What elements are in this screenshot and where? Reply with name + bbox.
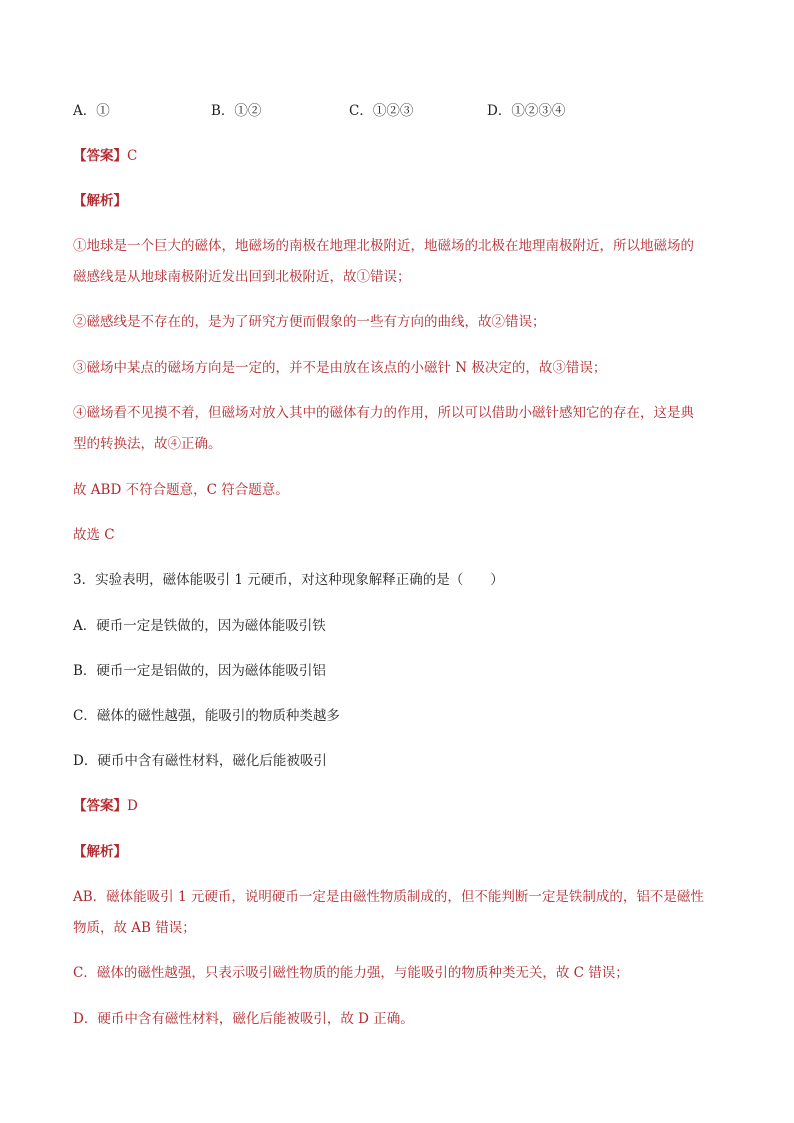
q3-analysis-line: 物质，故 AB 错误； <box>73 920 196 936</box>
q2-analysis-line: ④磁场看不见摸不着，但磁场对放入其中的磁体有力的作用，所以可以借助小磁针感知它的存在，这是典 <box>73 405 694 421</box>
q2-option-b: B．①② <box>211 103 262 119</box>
q3-option-c: C．磁体的磁性越强，能吸引的物质种类越多 <box>73 708 340 724</box>
q3-analysis-line: AB．磁体能吸引 1 元硬币，说明硬币一定是由磁性物质制成的，但不能判断一定是铁制成的，铝不是磁性 <box>73 889 704 905</box>
q3-answer <box>73 797 138 815</box>
q3-analysis-tag: 【解析】 <box>73 844 127 860</box>
q2-option-c: C．①②③ <box>349 103 414 119</box>
q3-option-a: A．硬币一定是铁做的，因为磁体能吸引铁 <box>73 618 326 634</box>
q2-option-d: D．①②③④ <box>487 103 566 119</box>
q2-choice: 故选 C <box>73 527 115 543</box>
q2-analysis-tag: 【解析】 <box>73 193 127 209</box>
q2-analysis-line: 磁感线是从地球南极附近发出回到北极附近，故①错误； <box>73 269 411 285</box>
q3-answer-value: D <box>127 798 138 814</box>
q2-analysis-line: ②磁感线是不存在的，是为了研究方便而假象的一些有方向的曲线，故②错误； <box>73 314 546 330</box>
q3-option-b: B．硬币一定是铝做的，因为磁体能吸引铝 <box>73 663 326 679</box>
q3-option-d: D．硬币中含有磁性材料，磁化后能被吸引 <box>73 753 327 769</box>
q2-option-a: A．① <box>73 103 110 119</box>
q2-analysis-line: ③磁场中某点的磁场方向是一定的，并不是由放在该点的小磁针 N 极决定的，故③错误； <box>73 360 607 376</box>
q2-analysis-line: 型的转换法，故④正确。 <box>73 436 222 452</box>
q2-answer-tag: 【答案】 <box>73 148 127 164</box>
q3-answer-tag: 【答案】 <box>73 798 127 814</box>
q2-conclusion: 故 ABD 不符合题意，C 符合题意。 <box>73 482 289 498</box>
q3-stem: 3．实验表明，磁体能吸引 1 元硬币，对这种现象解释正确的是（ ） <box>73 572 504 588</box>
q3-analysis-line: C．磁体的磁性越强，只表示吸引磁性物质的能力强，与能吸引的物质种类无关，故 C 错误； <box>73 965 629 981</box>
q3-analysis-line: D．硬币中含有磁性材料，磁化后能被吸引，故 D 正确。 <box>73 1011 414 1027</box>
q2-answer-value: C <box>127 148 138 164</box>
q2-answer <box>73 147 137 165</box>
q2-analysis-line: ①地球是一个巨大的磁体，地磁场的南极在地理北极附近，地磁场的北极在地理南极附近，所以地磁场的 <box>73 238 694 254</box>
